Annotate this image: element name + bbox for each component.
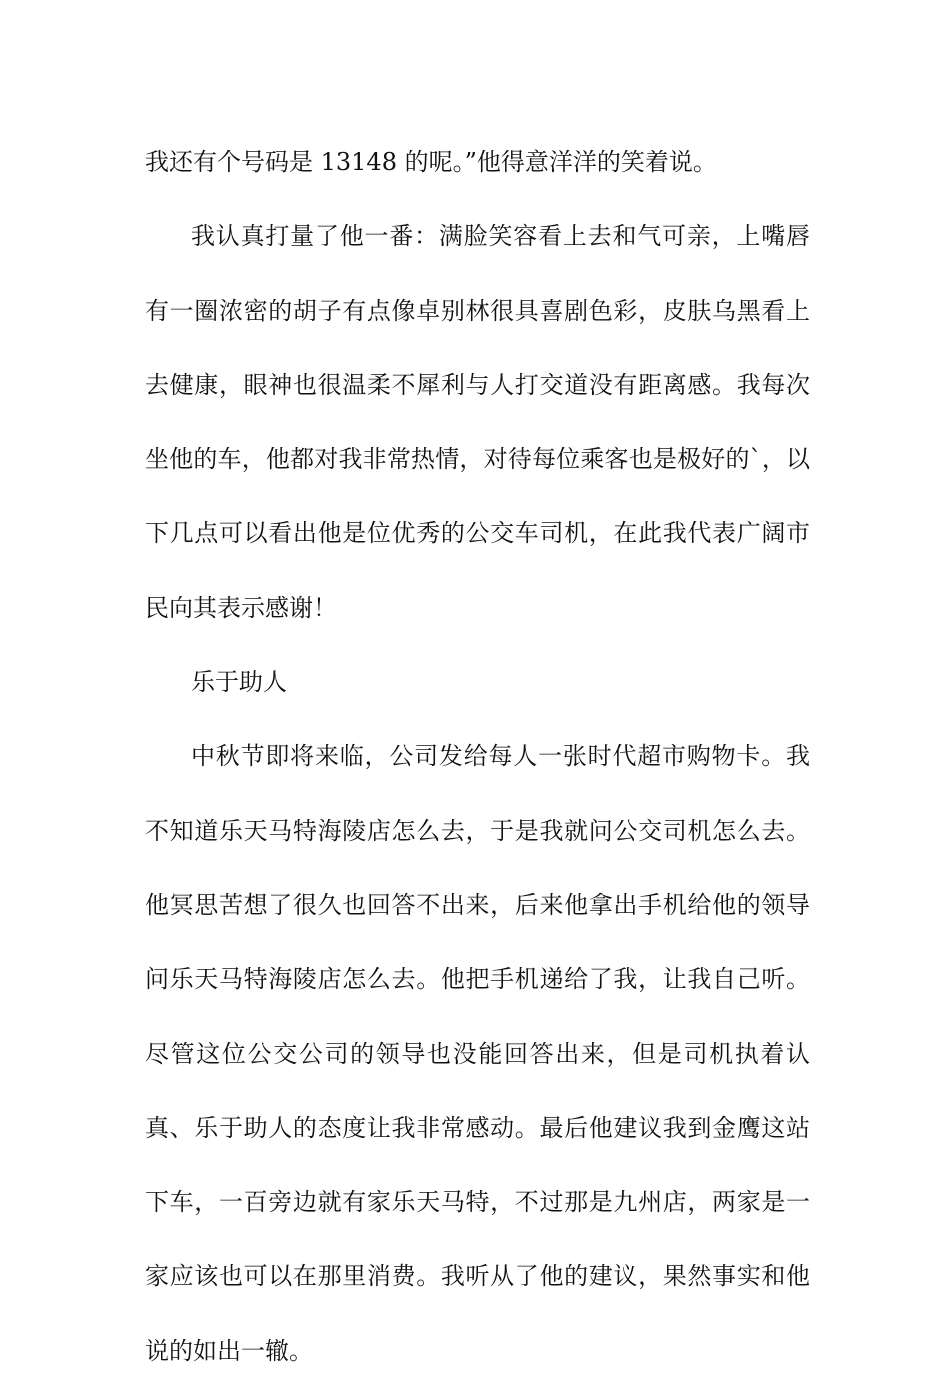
body-text [145, 125, 810, 1388]
paragraph-story: 中秋节即将来临，公司发给每人一张时代超市购物卡。我不知道乐天马特海陵店怎么去，于是我就问公交司机怎么去。他冥思苦想了很久也回答不出来，后来他拿出手机给他的领导问乐天马特海陵店怎么去。他把手机递给了我，让我自己听。尽管这位公交公司的领导也没能回答出来，但是司机执着认真、乐于助人的态度让我非常感动。最后他建议我到金鹰这站下车，一百旁边就有家乐天马特，不过那是九州店，两家是一家应该也可以在那里消费。我听从了他的建议，果然事实和他说的如出一辙。 [145, 742, 810, 1365]
paragraph-continuation: 我还有个号码是 13148 的呢。”他得意洋洋的笑着说。 [145, 148, 717, 176]
section-heading: 乐于助人 [191, 668, 287, 697]
paragraph-description: 我认真打量了他一番：满脸笑容看上去和气可亲，上嘴唇有一圈浓密的胡子有点像卓别林很具喜剧色彩，皮肤乌黑看上去健康，眼神也很温柔不犀利与人打交道没有距离感。我每次坐他的车，他都对我非常热情，对待每位乘客也是极好的`，以下几点可以看出他是位优秀的公交车司机，在此我代表广阔市民向其表示感谢！ [145, 222, 810, 622]
